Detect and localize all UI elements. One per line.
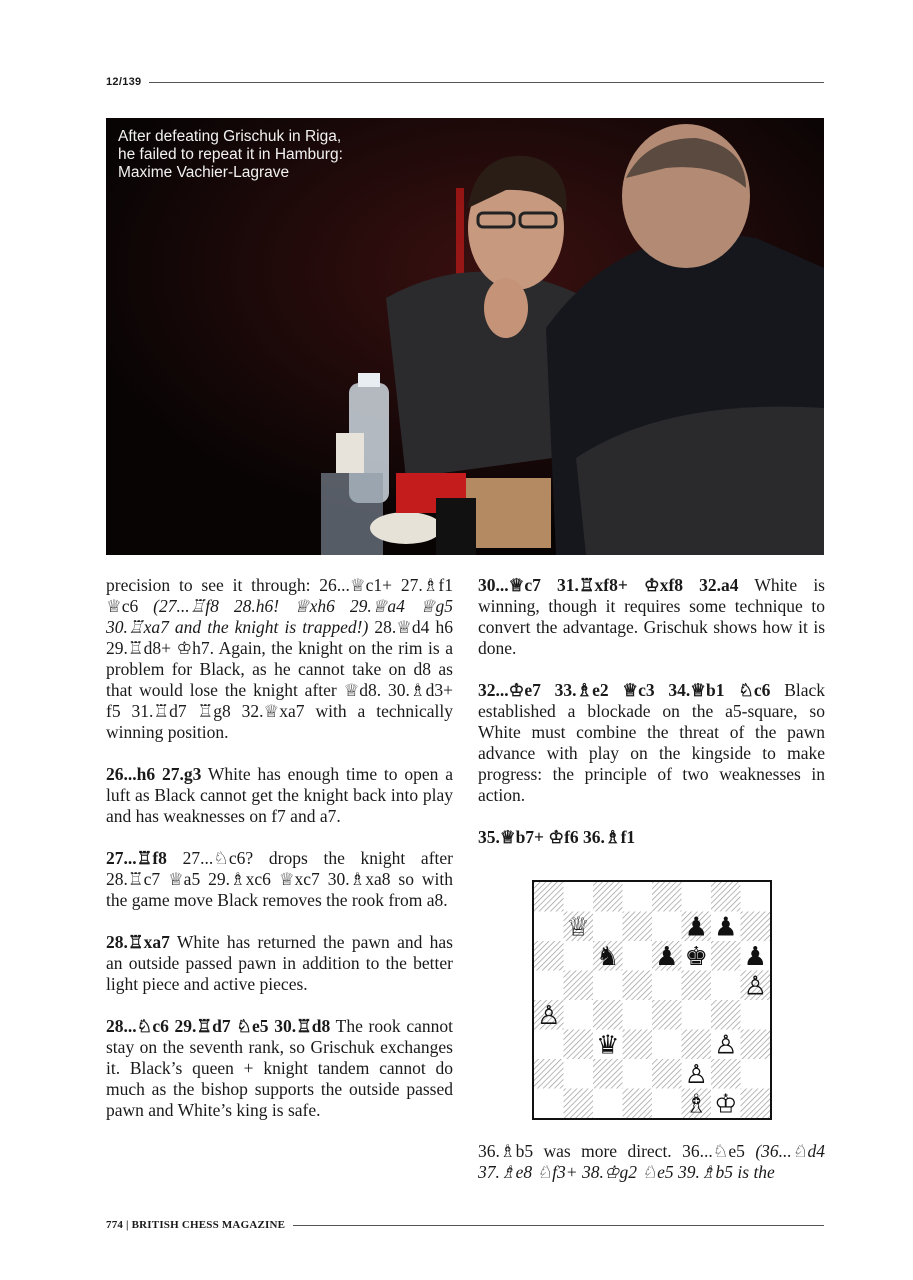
paragraph <box>106 1016 453 1121</box>
paragraph <box>106 932 453 995</box>
board-square <box>652 1089 682 1119</box>
board-square <box>682 1030 712 1060</box>
board-square <box>711 1000 741 1030</box>
board-square <box>652 912 682 942</box>
board-square <box>534 882 564 912</box>
chess-piece-f7: ♟ <box>684 912 708 943</box>
paragraph <box>478 827 825 848</box>
move-bold: 32...♔e7 33.♗e2 ♕c3 34.♕b1 ♘c6 <box>478 680 771 700</box>
move-bold: 28.♖xa7 <box>106 932 170 952</box>
page-number: 12/139 <box>106 76 142 88</box>
board-square <box>711 882 741 912</box>
board-square <box>741 1000 771 1030</box>
board-square <box>682 882 712 912</box>
italic-variation: 29.♕a4 ♕g5 30.♖xa7 and the knight <box>106 596 453 637</box>
header-rule <box>149 82 824 83</box>
board-square <box>623 1030 653 1060</box>
footer-text: 774 | BRITISH CHESS MAGAZINE <box>106 1219 286 1231</box>
caption-line: Maxime Vachier-Lagrave <box>118 164 290 181</box>
board-square <box>593 912 623 942</box>
chess-piece-e6: ♟ <box>655 941 679 972</box>
chess-piece-f1: ♗ <box>684 1089 708 1118</box>
board-square <box>711 941 741 971</box>
paragraph <box>478 680 825 806</box>
board-square <box>623 941 653 971</box>
move-bold: 28...♘c6 29.♖d7 ♘e5 30.♖d8 <box>106 1016 331 1036</box>
photo-illustration <box>106 118 824 555</box>
board-square <box>593 1089 623 1119</box>
board-square <box>623 882 653 912</box>
paragraph <box>106 764 453 827</box>
chess-piece-b7: ♕ <box>566 912 590 943</box>
board-square <box>741 882 771 912</box>
board-square <box>534 971 564 1001</box>
board-square <box>652 1030 682 1060</box>
chess-piece-g7: ♟ <box>714 912 738 943</box>
board-square <box>564 1000 594 1030</box>
board-square <box>623 1000 653 1030</box>
board-square <box>741 1089 771 1119</box>
board-square <box>534 1059 564 1089</box>
chess-piece-h5: ♙ <box>743 971 767 1002</box>
text: 36.♗b5 was more direct. 36...♘e5 <box>478 1141 745 1161</box>
player-photo <box>106 118 824 555</box>
chess-piece-c3: ♛ <box>596 1030 620 1061</box>
board-square <box>623 1059 653 1089</box>
chess-piece-f6: ♚ <box>684 941 708 972</box>
right-column <box>478 575 825 869</box>
continuation-paragraph <box>478 1141 825 1183</box>
text: White is winning, though it requires some technique to convert the advantage. Grischuk shows how it is done. <box>478 575 825 658</box>
text: precision to see it through: 26...♕c1+ <box>106 575 392 595</box>
board-square <box>623 1089 653 1119</box>
board-square <box>711 1059 741 1089</box>
move-bold: 27...♖f8 <box>106 848 167 868</box>
italic-variation: (27...♖f8 28.h6! ♕xh6 <box>153 596 335 616</box>
board-square <box>652 971 682 1001</box>
paragraph <box>106 575 453 743</box>
board-square <box>652 1000 682 1030</box>
photo-caption <box>118 128 343 182</box>
caption-line: After defeating Grischuk in Riga, <box>118 128 342 145</box>
move-bold: 35.♕b7+ ♔f6 36.♗f1 <box>478 827 636 847</box>
board-square <box>652 882 682 912</box>
board-square <box>564 882 594 912</box>
board-square <box>593 1059 623 1089</box>
page-footer <box>106 1217 824 1233</box>
chess-piece-a4: ♙ <box>537 1000 561 1031</box>
page-header <box>106 74 824 90</box>
text: Again, the knight on the rim is a problem for Black, as he cannot take on d8 as that would lose the knight after ♕d8. 30.♗d3+ f5 31.♖d7 ♖g8 32.♕xa7 with a technically winning position. <box>106 638 453 742</box>
move-bold: 30...♕c7 31.♖xf8+ ♔xf8 32.a4 <box>478 575 739 595</box>
chess-board <box>534 882 770 1118</box>
text: White has enough time to open a luft as Black cannot get the knight back into play and has weaknesses on f7 and a7. <box>106 764 454 826</box>
board-square <box>623 912 653 942</box>
text: Black established a blockade on the a5-square, so White must combine the threat of the pawn advance with play on the kingside to make progress: the principle of two weaknesses in action. <box>478 680 826 805</box>
board-square <box>534 1030 564 1060</box>
chess-piece-h6: ♟ <box>743 941 767 972</box>
paragraph <box>106 848 453 911</box>
chess-diagram <box>532 880 772 1120</box>
board-square <box>534 1089 564 1119</box>
chess-piece-c6: ♞ <box>596 941 620 972</box>
text: 27.♗f1 ♕c6 <box>106 575 453 616</box>
board-square <box>682 971 712 1001</box>
board-square <box>534 912 564 942</box>
italic-variation: (36...♘d4 37.♗e8 ♘f3+ 38.♔g2 ♘e5 39.♗b5 is the <box>478 1141 826 1182</box>
board-square <box>593 882 623 912</box>
board-square <box>593 1000 623 1030</box>
text: 28.♕d4 h6 29.♖d8+ ♔h7. <box>106 617 453 658</box>
paragraph <box>478 575 825 659</box>
board-square <box>534 941 564 971</box>
board-square <box>741 1059 771 1089</box>
chess-piece-f2: ♙ <box>684 1059 708 1090</box>
left-column <box>106 575 453 1142</box>
chess-piece-g3: ♙ <box>714 1030 738 1061</box>
italic-variation: is trapped!) <box>284 617 369 637</box>
board-square <box>741 912 771 942</box>
move-bold: 26...h6 27.g3 <box>106 764 202 784</box>
board-square <box>682 1000 712 1030</box>
board-square <box>652 1059 682 1089</box>
board-square <box>593 971 623 1001</box>
board-square <box>741 1030 771 1060</box>
board-square <box>623 971 653 1001</box>
board-square <box>564 941 594 971</box>
board-square <box>564 971 594 1001</box>
board-square <box>564 1089 594 1119</box>
chess-piece-g1: ♔ <box>714 1089 738 1118</box>
text: White has returned the pawn and has an outside passed pawn in addition to the better light piece and active pieces. <box>106 932 453 994</box>
board-square <box>711 971 741 1001</box>
board-square <box>564 1059 594 1089</box>
footer-rule <box>293 1225 824 1226</box>
text: The rook cannot stay on the seventh rank, so Grischuk exchanges it. Black’s queen + knight tandem cannot do much as the bishop supports the outside passed pawn and White’s king is safe. <box>106 1016 453 1120</box>
board-square <box>564 1030 594 1060</box>
caption-line: he failed to repeat it in Hamburg: <box>118 146 343 163</box>
text: 27...♘c6? drops the knight after 28.♖c7 ♕a5 29.♗xc6 ♕xc7 30.♗xa8 so with the game move Black removes the rook from a8. <box>106 848 453 910</box>
